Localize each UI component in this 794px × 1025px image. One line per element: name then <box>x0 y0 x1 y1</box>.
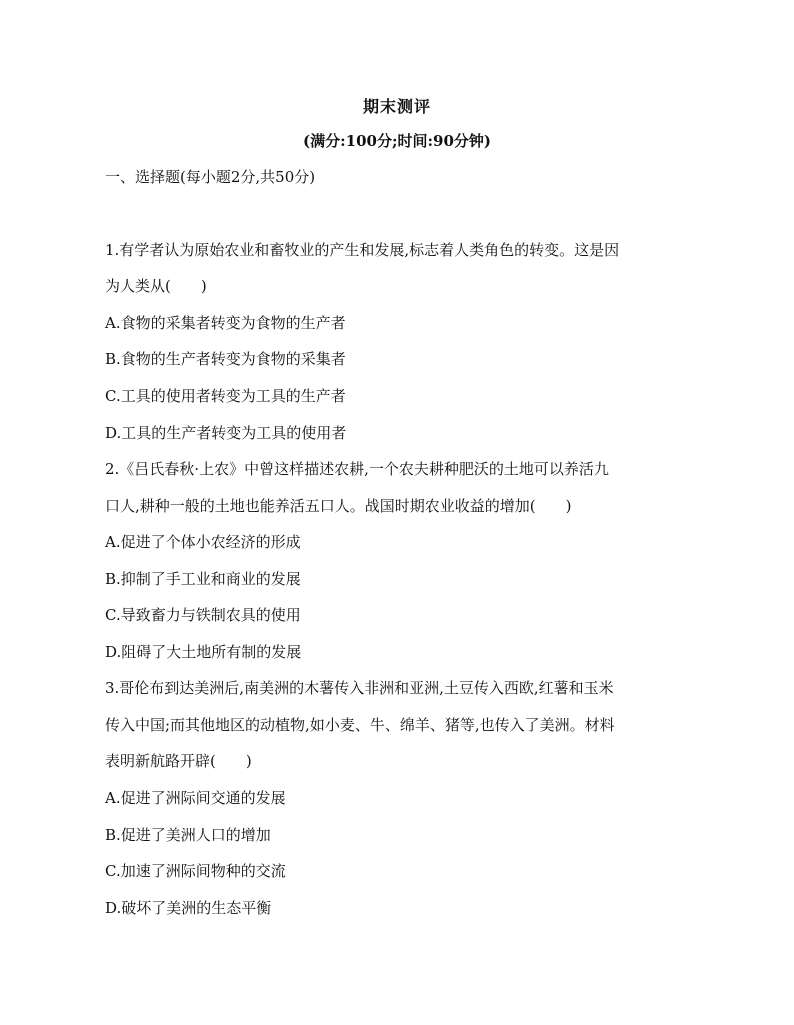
question-2-stem-line-2: 口人,耕种一般的土地也能养活五口人。战国时期农业收益的增加( ) <box>105 497 572 515</box>
question-3-option-a: A.促进了洲际间交通的发展 <box>105 789 286 807</box>
question-3-stem-line-3: 表明新航路开辟( ) <box>105 752 252 770</box>
question-1-stem-line-1: 1.有学者认为原始农业和畜牧业的产生和发展,标志着人类角色的转变。这是因 <box>105 241 620 259</box>
question-1-option-a: A.食物的采集者转变为食物的生产者 <box>105 314 346 332</box>
question-2-option-d: D.阻碍了大土地所有制的发展 <box>105 643 302 661</box>
question-2-option-c: C.导致畜力与铁制农具的使用 <box>105 606 301 624</box>
question-1-option-c: C.工具的使用者转变为工具的生产者 <box>105 387 346 405</box>
question-2-stem-line-1: 2.《吕氏春秋·上农》中曾这样描述农耕,一个农夫耕种肥沃的土地可以养活九 <box>105 460 609 478</box>
page-title: 期末测评 <box>362 97 431 116</box>
exam-info: (满分:100分;时间:90分钟) <box>303 132 491 150</box>
question-3-option-c: C.加速了洲际间物种的交流 <box>105 862 286 880</box>
question-3-option-b: B.促进了美洲人口的增加 <box>105 826 271 844</box>
section-heading: 一、选择题(每小题2分,共50分) <box>105 168 316 186</box>
question-3-stem-line-2: 传入中国;而其他地区的动植物,如小麦、牛、绵羊、猪等,也传入了美洲。材料 <box>105 716 615 734</box>
question-3-stem-line-1: 3.哥伦布到达美洲后,南美洲的木薯传入非洲和亚洲,土豆传入西欧,红薯和玉米 <box>105 679 614 697</box>
question-2-option-b: B.抑制了手工业和商业的发展 <box>105 570 301 588</box>
question-1-option-b: B.食物的生产者转变为食物的采集者 <box>105 350 346 368</box>
question-2-option-a: A.促进了个体小农经济的形成 <box>105 533 301 551</box>
question-1-stem-line-2: 为人类从( ) <box>105 277 207 295</box>
question-3-option-d: D.破坏了美洲的生态平衡 <box>105 899 272 917</box>
question-1-option-d: D.工具的生产者转变为工具的使用者 <box>105 424 347 442</box>
